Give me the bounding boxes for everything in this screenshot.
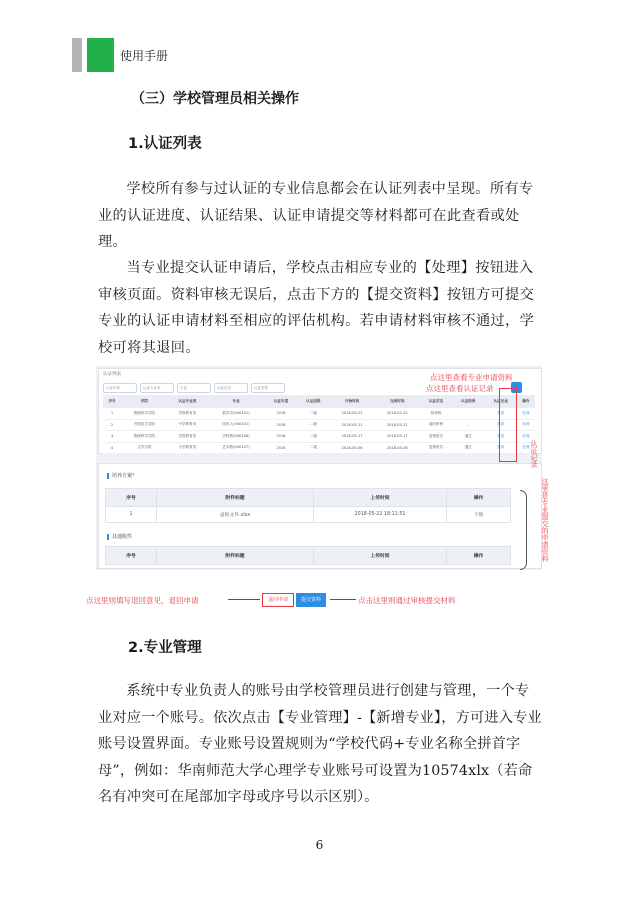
header-green-block [87,38,114,72]
filter-type[interactable]: 认证类型 [251,383,285,393]
subsection-title-2: 2.专业管理 [128,640,202,656]
table-cell: - [452,419,484,431]
page-header [72,38,182,72]
table-cell: 3 [103,431,121,443]
table-cell: 二级 [297,408,329,419]
table-header-row [106,489,511,507]
table-row [103,442,535,454]
table-header-row [103,395,535,408]
filter-category[interactable]: 认证专业类 [140,383,174,393]
col-header: 操作 [447,547,511,565]
table-row [106,507,511,523]
table-cell: 2018-05-21 [330,419,375,431]
section-title: （三）学校管理员相关操作 [131,91,299,107]
return-application-button[interactable]: 退回申请 [262,593,294,607]
plan-label-text: 培养方案 [112,473,133,479]
plan-section-label [107,473,135,479]
process-link[interactable]: 处理 [517,442,535,454]
table-cell: 复核报告 [420,442,452,454]
table-cell: 通过 [452,431,484,443]
application-materials-panel [98,463,542,569]
table-cell: 2018 [265,408,297,419]
col-header: 完成时间 [375,395,420,408]
record-column-highlight [499,388,517,462]
col-header: 上传时间 [314,547,447,565]
table-cell: 2018 [265,442,297,454]
table-cell: 2018 [265,431,297,443]
annotation-return: 点这里则填写退回意见，退回申请 [86,596,199,605]
table-cell: 1 [103,408,121,419]
col-header: 上传时间 [314,489,447,507]
view-record-link[interactable]: 查看 [484,419,516,431]
annotation-cert-record: 点这里查看认证记录 [426,384,494,393]
col-header: 操作 [447,489,511,507]
annotation-submit: 点击这里则通过审核提交材料 [358,596,456,605]
col-header: 认证状态 [420,395,452,408]
table-cell: 二级 [297,431,329,443]
table-row [103,408,535,419]
table-row [103,431,535,443]
other-files-table [105,546,511,565]
table-cell: 2018-05-06 [375,442,420,454]
col-header: 认证年度 [265,395,297,408]
col-header: 认证记录 [484,395,516,408]
table-cell: 国语人(040102) [207,419,265,431]
required-mark: * [132,473,135,479]
file-upload-time: 2018-05-22 18:11:51 [314,507,447,523]
table-cell: 2018 [265,419,297,431]
table-cell: 2018-05-06 [330,442,375,454]
list-caption: 认证列表 [103,372,121,377]
filter-year[interactable]: 认证年度 [103,383,137,393]
table-cell: 学校教育类 [168,408,207,419]
table-cell: 2018-05-22 [330,408,375,419]
paragraph-2: 当专业提交认证申请后，学校点击相应专业的【处理】按钮进入审核页面。资料审核无误后，点击下方的【提交资料】按钮方可提交专业的认证申请材料至相应的评估机构。若申请材料审核不通过，学校可将其退回。 [98,260,535,356]
table-cell: 艺术教(040107) [207,442,265,454]
materials-bracket [520,490,527,570]
col-header: 学院 [121,395,168,408]
table-cell: 小学教育类 [168,442,207,454]
table-cell: 数理科学学院 [121,408,168,419]
table-cell: 2018-05-21 [375,419,420,431]
filter-bar [103,383,285,393]
process-link[interactable]: 处理 [517,408,535,419]
certification-table [103,395,535,454]
table-cell: 二级 [297,442,329,454]
col-header: 开始时间 [330,395,375,408]
col-header: 认证层级 [297,395,329,408]
annotation-apply-materials: 点这里查看专业申请资料 [430,373,513,382]
table-cell: 文学学院 [121,442,168,454]
table-cell: 外国语言学院 [121,419,168,431]
subsection-title-1: 1.认证列表 [128,136,202,152]
page-number: 6 [315,838,324,852]
table-cell: 2 [103,419,121,431]
view-record-link[interactable]: 查看 [484,442,516,454]
plan-files-table [105,488,511,523]
arrow-to-return [228,599,260,600]
col-header: 附件标题 [157,547,314,565]
header-gray-bar [72,38,82,72]
paragraph-1: 学校所有参与过认证的专业信息都会在认证列表中呈现。所有专业的认证进度、认证结果、认证申请提交等材料都可在此查看或处理。 [98,181,534,250]
table-cell: 通过 [452,442,484,454]
col-header: 序号 [106,547,157,565]
other-attachments-label: 其他附件 [107,534,132,540]
table-cell: 数理科学学院 [121,431,168,443]
table-cell: 学科教(040106) [207,431,265,443]
file-index: 1 [106,507,157,523]
col-header: 操作 [517,395,535,408]
submit-materials-button[interactable]: 提交资料 [296,593,326,607]
table-cell: 2018-05-22 [375,408,420,419]
table-cell: 2018-05-17 [375,431,420,443]
filter-major[interactable]: 专业 [177,383,211,393]
col-header: 附件标题 [157,489,314,507]
table-cell: 复核报告 [420,431,452,443]
annotation-materials: 这里是专业提交的申请资料 [541,478,549,562]
table-cell [452,408,484,419]
table-cell: 4 [103,442,121,454]
certification-list-screenshot [96,366,542,570]
view-record-link[interactable]: 查看 [484,408,516,419]
table-cell: 2018-05-17 [330,431,375,443]
process-link[interactable]: 处理 [517,419,535,431]
table-cell: 待审核 [420,408,452,419]
col-header: 序号 [103,395,121,408]
table-header-row [106,547,511,565]
table-cell: 学校教育类 [168,431,207,443]
process-link[interactable]: 处理 [517,431,535,443]
col-header: 序号 [106,489,157,507]
download-link[interactable]: 下载 [447,507,511,523]
table-cell: 退回审核 [420,419,452,431]
filter-status[interactable]: 认证状态 [214,383,248,393]
header-title: 使用手册 [120,49,169,63]
col-header: 专业 [207,395,265,408]
table-cell: 中学教育类 [168,419,207,431]
file-title: 虚拟文件.xlsx [157,507,314,523]
table-cell: 数学学(040101) [207,408,265,419]
col-header: 认证结果 [452,395,484,408]
arrow-to-submit [330,599,356,600]
annotation-side-record: 认证记录 [530,440,538,468]
view-record-link[interactable]: 查看 [484,431,516,443]
col-header: 认证专业类 [168,395,207,408]
table-cell: 二级 [297,419,329,431]
paragraph-3: 系统中专业负责人的账号由学校管理员进行创建与管理，一个专业对应一个账号。依次点击【专业管理】-【新增专业】，方可进入专业账号设置界面。专业账号设置规则为“学校代码+专业名称全拼首字母”，例如：华南师范大学心理学专业账号可设置为10574xlx（若命名有冲突可在尾部加字母或序号以示区别）。 [98,683,542,805]
table-row [103,419,535,431]
